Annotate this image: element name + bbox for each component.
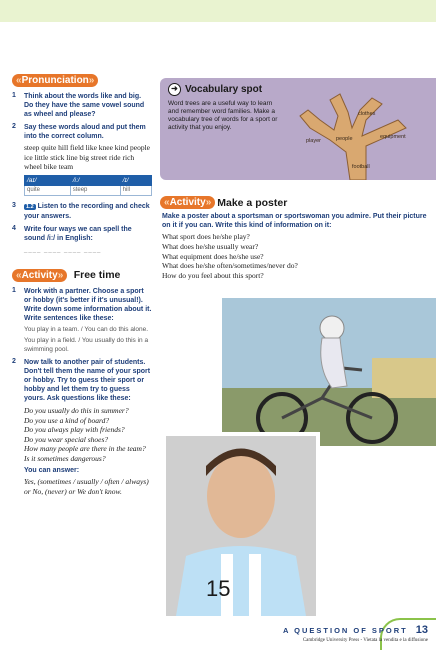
audio-track-icon[interactable]: 1.2 xyxy=(26,203,34,210)
page-number: 13 xyxy=(415,624,428,636)
poster-header: «Activity» Make a poster xyxy=(160,196,287,209)
bmx-rider-photo xyxy=(222,298,436,446)
top-band xyxy=(0,0,436,22)
footballer-photo xyxy=(162,432,320,620)
word-list: steep quite hill field like knee kind people ice little stick line big street ride rich wheel bike team xyxy=(24,143,151,171)
vocabulary-spot-text: Word trees are a useful way to learn and remember word families. Make a vocabulary tree of words for a sport or activity that you enjoy. xyxy=(168,100,278,131)
question-list: Do you usually do this in summer? Do you use a kind of board? Do you always play with friends? Do you wear special shoes? How many people are there in the team? Is it sometimes dangerous? xyxy=(24,406,146,463)
svg-text:15: 15 xyxy=(206,576,231,601)
free-q1: 1 Work with a partner. Choose a sport or hobby (it's better if it's unusual!). Write down some information about it. Write sentences like these: You play in a team. / You can do this alone. You play in a field. / You usually do this in a swimming pool. xyxy=(12,286,152,353)
free-q2: 2 Now talk to another pair of students. Don't tell them the name of your sport or hobby. Try to guess their sport or hobby and let them try to guess yours. Ask questions like these: Do you usually do this in summer? Do you use a kind of board? Do you always play with friends? Do you wear special shoes? How many people are there in the team? Is it sometimes dangerous? You can answer: Yes, (sometimes / usually / often / always) or No, (never) or We don't know. xyxy=(12,358,151,496)
pron-q4: 4 Write four ways we can spell the sound /iː/ in English: xyxy=(12,224,132,242)
answer-blanks: ____ ____ ____ ____ xyxy=(24,246,102,253)
arrow-icon: ➜ xyxy=(168,83,181,96)
pron-q1: 1 Think about the words like and big. Do they have the same vowel sound as wheel and please? xyxy=(12,92,145,118)
activity-pill: «Activity» xyxy=(12,269,67,282)
svg-text:football: football xyxy=(352,164,370,170)
page-footer: A QUESTION OF SPORT 13 Cambridge University Press - Vietata la vendita e la diffusione xyxy=(282,624,428,643)
svg-text:equipment: equipment xyxy=(380,134,406,140)
poster-questions: What sport does he/she play? What does he/she usually wear? What equipment does he/she use? What does he/she often/sometimes/never do? How do you feel about this sport? xyxy=(162,232,298,281)
activity-pill-poster: «Activity» xyxy=(160,196,215,209)
pronunciation-pill: «Pronunciation» xyxy=(12,74,98,87)
pronunciation-header xyxy=(12,70,152,88)
poster-instructions: Make a poster about a sportsman or sportswoman you admire. Put their picture on it if you can. Write this kind of information on it: xyxy=(162,213,427,229)
left-column xyxy=(12,70,152,496)
svg-text:player: player xyxy=(306,138,321,144)
vocabulary-spot-title: ➜ Vocabulary spot xyxy=(168,83,262,96)
pron-q3: 3 1.2 Listen to the recording and check your answers. xyxy=(12,201,150,220)
svg-text:clothes: clothes xyxy=(358,111,376,117)
svg-text:people: people xyxy=(336,136,353,142)
word-tree-illustration xyxy=(280,80,430,180)
free-time-header: «Activity» Free time xyxy=(12,265,152,283)
sound-table: /aɪ/ /iː/ /ɪ/ quite steep hill xyxy=(24,175,152,196)
pron-q2: 2 Say these words aloud and put them into the correct column. steep quite hill field like knee kind people ice little stick line big street ride rich wheel bike team xyxy=(12,123,151,171)
